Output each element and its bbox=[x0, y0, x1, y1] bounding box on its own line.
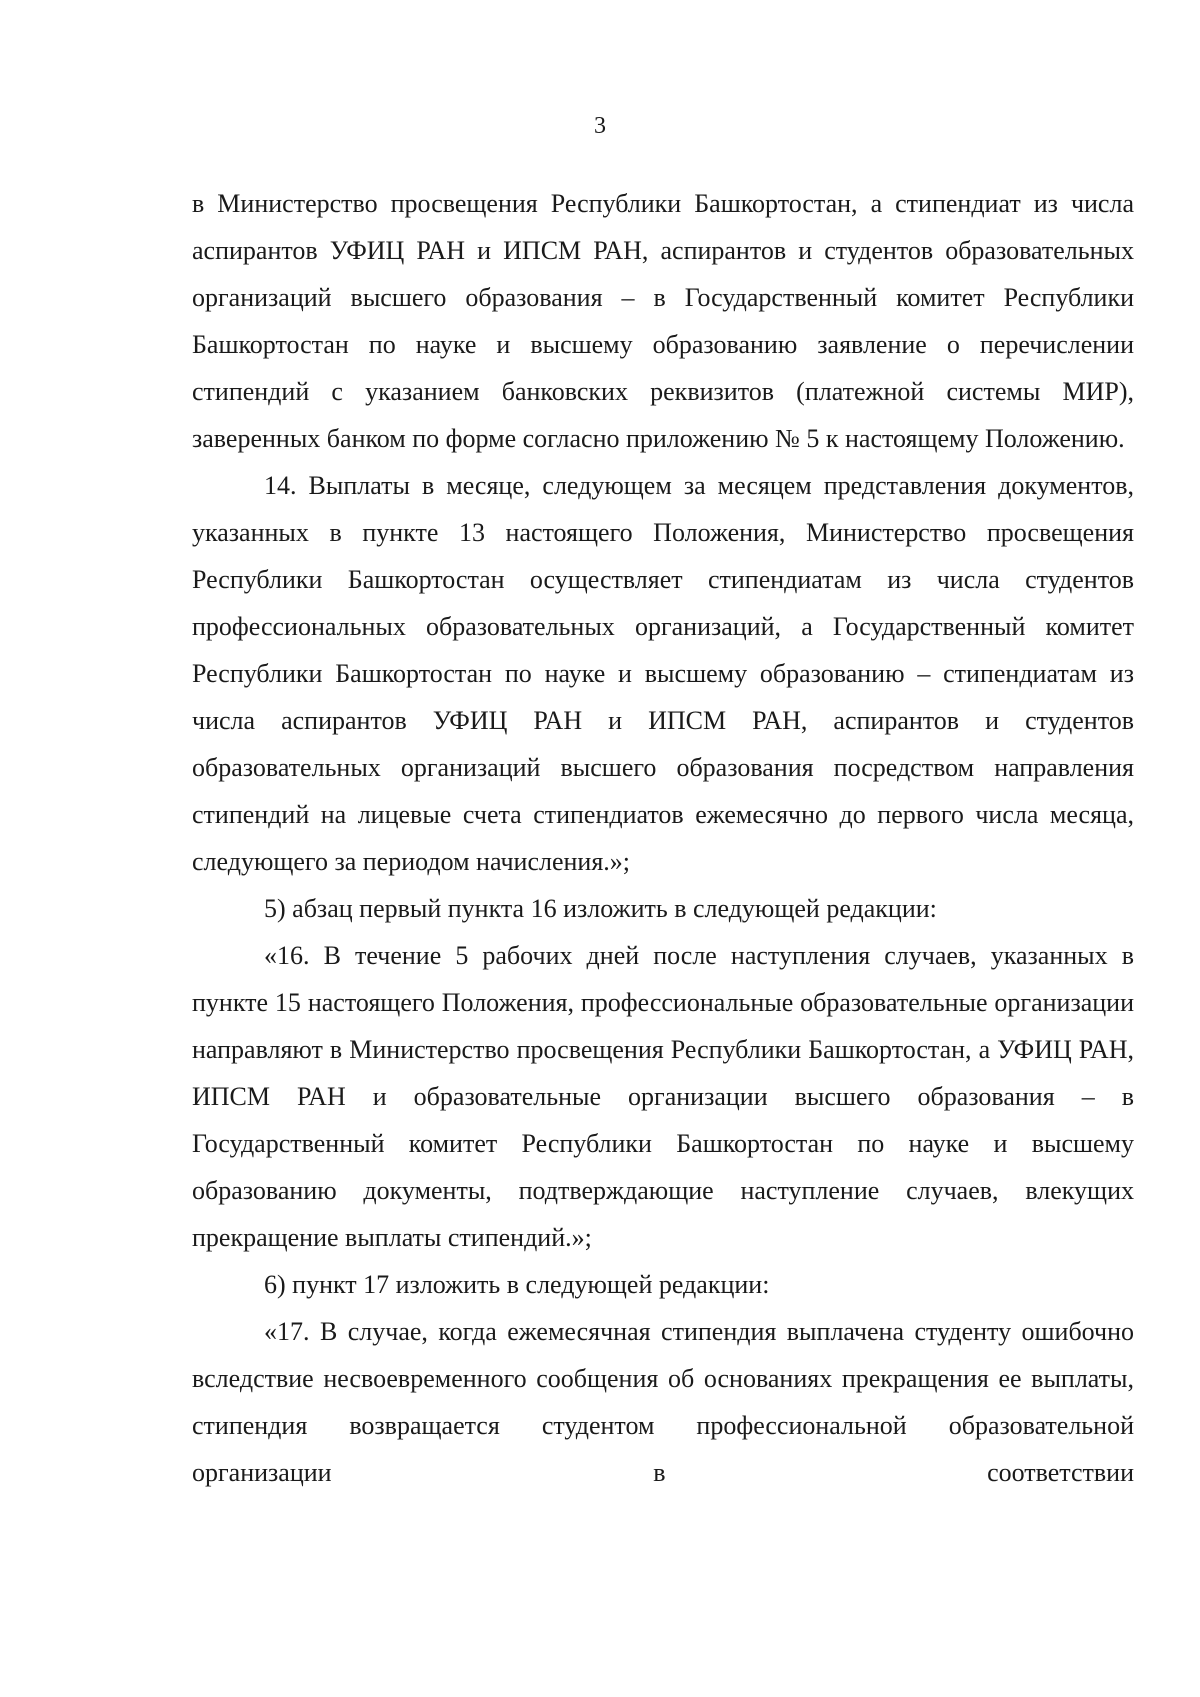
page-number: 3 bbox=[594, 113, 606, 139]
paragraph-item-14: 14. Выплаты в месяце, следующем за месяцем представления документов, указанных в пункте 13 настоящего Положения, Министерство просвещения Республики Башкортостан осуществляет стипендиатам из числа студентов профессиональных образовательных организаций, а Государственный комитет Республики Башкортостан по науке и высшему образованию – стипендиатам из числа аспирантов УФИЦ РАН и ИПСМ РАН, аспирантов и студентов образовательных организаций высшего образования посредством направления стипендий на лицевые счета стипендиатов ежемесячно до первого числа месяца, следующего за периодом начисления.»; bbox=[192, 471, 1134, 876]
paragraph-amendment-6: 6) пункт 17 изложить в следующей редакции: bbox=[264, 1270, 770, 1299]
paragraph-amendment-5: 5) абзац первый пункта 16 изложить в следующей редакции: bbox=[264, 894, 937, 923]
paragraph-item-17: «17. В случае, когда ежемесячная стипендия выплачена студенту ошибочно вследствие несвоевременного сообщения об основаниях прекращения ее выплаты, стипендия возвращается студентом профессиональной образовательной организации в соответствии bbox=[192, 1317, 1134, 1487]
document-body bbox=[192, 180, 1134, 1496]
paragraph-continuation: в Министерство просвещения Республики Башкортостан, а стипендиат из числа аспирантов УФИЦ РАН и ИПСМ РАН, аспирантов и студентов образовательных организаций высшего образования – в Государственный комитет Республики Башкортостан по науке и высшему образованию заявление о перечислении стипендий с указанием банковских реквизитов (платежной системы МИР), заверенных банком по форме согласно приложению № 5 к настоящему Положению. bbox=[192, 189, 1134, 453]
paragraph-item-16: «16. В течение 5 рабочих дней после наступления случаев, указанных в пункте 15 настоящего Положения, профессиональные образовательные организации направляют в Министерство просвещения Республики Башкортостан, а УФИЦ РАН, ИПСМ РАН и образовательные организации высшего образования – в Государственный комитет Республики Башкортостан по науке и высшему образованию документы, подтверждающие наступление случаев, влекущих прекращение выплаты стипендий.»; bbox=[192, 941, 1134, 1252]
